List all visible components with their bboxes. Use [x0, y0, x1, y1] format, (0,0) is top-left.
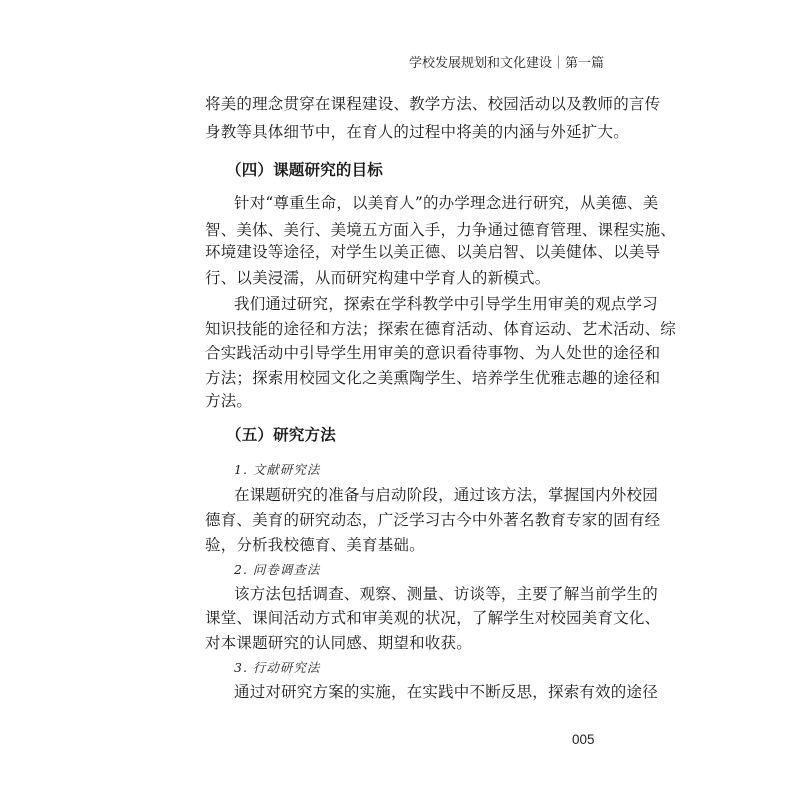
body-text-line: 课堂、课间活动方式和审美观的状况，了解学生对校园美育文化、	[205, 609, 661, 627]
running-head: 学校发展规划和文化建设｜第一篇	[408, 56, 604, 71]
paragraph-first-line: 在课题研究的准备与启动阶段，通过该方法，掌握国内外校园	[234, 486, 658, 504]
method-item-heading: 2. 问卷调查法	[234, 562, 321, 577]
body-text-line: 智、美体、美行、美境五方面入手，力争通过德育管理、课程实施、	[205, 221, 677, 239]
body-text-line: 身教等具体细节中，在育人的过程中将美的内涵与外延扩大。	[205, 123, 629, 141]
paragraph-first-line: 针对“尊重生命，以美育人”的办学理念进行研究，从美德、美	[234, 194, 659, 212]
body-text-line: 环境建设等途径，对学生以美正德、以美启智、以美健体、以美导	[205, 243, 661, 261]
method-item-heading: 1. 文献研究法	[234, 462, 321, 477]
section-heading-methods: （五）研究方法	[226, 425, 336, 444]
paragraph-first-line: 我们通过研究，探索在学科教学中引导学生用审美的观点学习	[234, 295, 658, 313]
body-text-line: 知识技能的途径和方法；探索在德育活动、体育运动、艺术活动、综	[205, 320, 677, 338]
paragraph-first-line: 通过对研究方案的实施，在实践中不断反思，探索有效的途径	[234, 683, 658, 701]
page-number: 005	[572, 732, 595, 747]
body-text-line: 德育、美育的研究动态，广泛学习古今中外著名教育专家的固有经	[205, 511, 661, 529]
method-item-heading: 3. 行动研究法	[234, 660, 321, 675]
body-text-line: 方法；探索用校园文化之美熏陶学生、培养学生优雅志趣的途径和	[205, 369, 661, 387]
body-text-line: 方法。	[205, 392, 253, 410]
body-text-line: 合实践活动中引导学生用审美的意识看待事物、为人处世的途径和	[205, 344, 661, 362]
body-text-line: 行、以美浸濡，从而研究构建中学育人的新模式。	[205, 269, 551, 287]
paragraph-first-line: 该方法包括调查、观察、测量、访谈等，主要了解当前学生的	[234, 585, 658, 603]
body-text-line: 将美的理念贯穿在课程建设、教学方法、校园活动以及教师的言传	[205, 95, 661, 113]
section-heading-goals: （四）课题研究的目标	[226, 160, 384, 179]
body-text-line: 验，分析我校德育、美育基础。	[205, 536, 425, 554]
body-text-line: 对本课题研究的认同感、期望和收获。	[205, 634, 472, 652]
